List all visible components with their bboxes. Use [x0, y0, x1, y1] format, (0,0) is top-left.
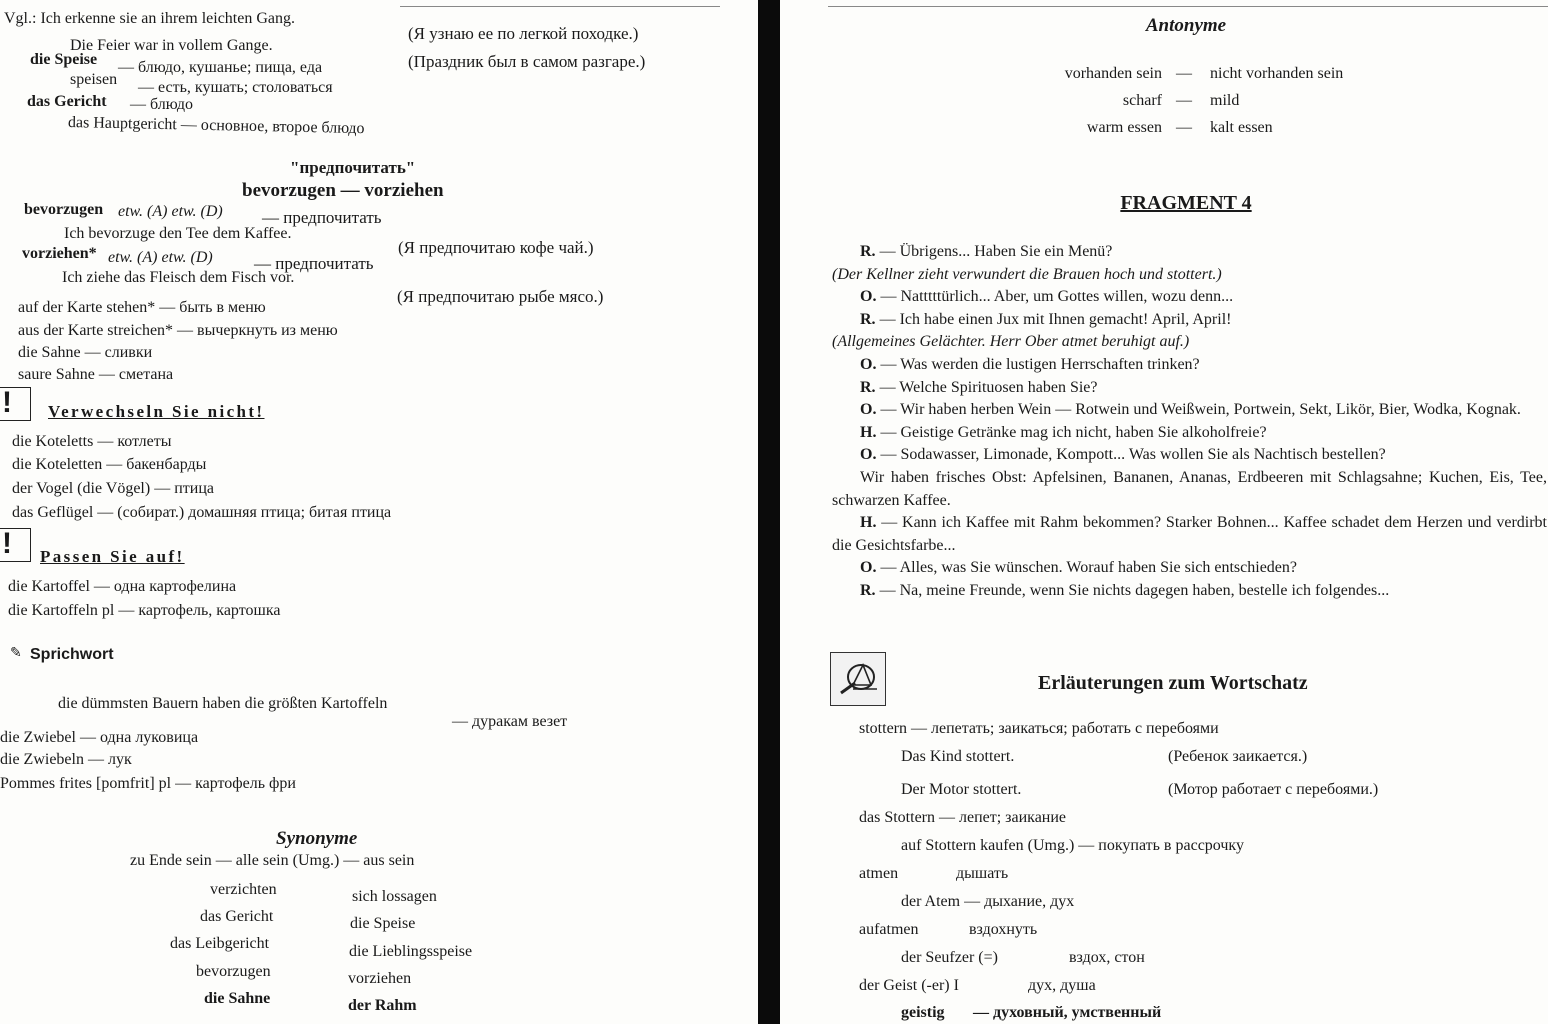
- glossary-title: Erläuterungen zum Wortschatz: [1038, 672, 1308, 694]
- synonym-a: bevorzugen: [196, 963, 271, 980]
- warning-title: Verwechseln Sie nicht!: [48, 402, 265, 421]
- vocab-grammar: etw. (A) etw. (D): [108, 249, 213, 266]
- vocab-definition: — духовный, умственный: [973, 1004, 1162, 1021]
- example-line: Die Feier war in vollem Gange.: [70, 37, 273, 54]
- vocab-term: die Speise: [30, 51, 98, 68]
- antonym-dash: —: [1176, 92, 1192, 109]
- example-translation: (Ребенок заикается.): [1168, 748, 1308, 765]
- vocab-line: die Koteletts — котлеты: [12, 433, 172, 450]
- synonym-a: verzichten: [210, 881, 277, 898]
- example-line: Vgl.: Ich erkenne sie an ihrem leichten Gang.: [4, 10, 295, 27]
- vocab-grammar: etw. (A) etw. (D): [118, 203, 223, 220]
- vocab-line: die Zwiebel — одна луковица: [0, 729, 199, 746]
- example-translation: (Я узнаю ее по легкой походке.): [408, 24, 639, 43]
- dialog-line: O. — Sodawasser, Limonade, Kompott... Was wollen Sie als Nachtisch bestellen?: [860, 446, 1386, 464]
- vocab-line: das Geflügel — (собират.) домашняя птица; битая птица: [12, 504, 392, 521]
- proverb-text: die dümmsten Bauern haben die größten Kartoffeln: [58, 695, 388, 712]
- stage-direction: (Allgemeines Gelächter. Herr Ober atmet beruhigt auf.): [832, 333, 1190, 351]
- vocab-line: auf der Karte stehen* — быть в меню: [18, 299, 266, 316]
- synonym-row: zu Ende sein — alle sein (Umg.) — aus sein: [130, 852, 415, 869]
- dialog-line: H. — Kann ich Kaffee mit Rahm bekommen? Starker Bohnen... Kaffee schadet dem Herzen und verdirbt die Gesichtsfarbe...: [832, 514, 1547, 554]
- vocab-term: geistig: [901, 1004, 945, 1021]
- vocab-term: aufatmen: [859, 921, 919, 938]
- vocab-term: das Gericht: [27, 93, 107, 110]
- dialog-line: H. — Geistige Getränke mag ich nicht, haben Sie alkoholfreie?: [860, 423, 1267, 441]
- synonyms-title: Synonyme: [276, 828, 358, 849]
- example-line: Ich bevorzuge den Tee dem Kaffee.: [64, 225, 292, 242]
- example-translation: (Я предпочитаю рыбе мясо.): [397, 287, 604, 306]
- proverb-icon: ✎: [10, 646, 22, 661]
- vocab-line: die Koteletten — бакенбарды: [12, 456, 207, 473]
- antonyms-title: Antonyme: [1145, 15, 1227, 36]
- book-gutter: [758, 0, 780, 1024]
- vocab-definition: дышать: [956, 865, 1009, 882]
- vocab-line: der Vogel (die Vögel) — птица: [12, 480, 214, 497]
- stage-direction: (Der Kellner zieht verwundert die Brauen hoch und stottert.): [832, 265, 1222, 283]
- vocab-line: das Stottern — лепет; заикание: [859, 809, 1067, 826]
- proverb-heading: Sprichwort: [30, 646, 114, 663]
- dialog-line: O. — Wir haben herben Wein — Rotwein und Weißwein, Portwein, Sekt, Likör, Bier, Wodka, Kognak.: [860, 401, 1521, 419]
- vocab-line: die Kartoffel — одна картофелина: [8, 578, 237, 595]
- vocab-line: die Zwiebeln — лук: [0, 751, 132, 768]
- example-line: Das Kind stottert.: [901, 748, 1015, 765]
- vocab-term: der Seufzer (=): [901, 949, 998, 966]
- vocab-definition: — блюдо, кушанье; пища, еда: [118, 59, 323, 76]
- top-rule: [400, 6, 720, 7]
- synonym-a: die Sahne: [204, 990, 271, 1007]
- example-line: Der Motor stottert.: [901, 781, 1022, 798]
- exclamation-box: [0, 387, 31, 421]
- exclamation-icon: !: [2, 527, 12, 560]
- right-page: [780, 0, 1548, 1024]
- vocab-line: das Hauptgericht — основное, второе блюдо: [67, 114, 365, 138]
- synonym-b: sich lossagen: [352, 888, 437, 905]
- dialog-line: R. — Welche Spirituosen haben Sie?: [860, 378, 1098, 396]
- synonym-b: die Speise: [350, 915, 416, 932]
- example-translation: (Я предпочитаю кофе чай.): [398, 238, 594, 257]
- vocab-definition: — предпочитать: [262, 208, 382, 227]
- dialog-block: [832, 241, 1547, 603]
- example-translation: (Праздник был в самом разгаре.): [408, 52, 646, 71]
- left-page: [0, 0, 758, 1024]
- fragment-title: FRAGMENT 4: [1120, 192, 1252, 214]
- vocab-definition: — есть, кушать; столоваться: [138, 79, 333, 96]
- dialog-line: O. — Was werden die lustigen Herrschaften trinken?: [860, 355, 1200, 373]
- dialog-line: R. — Na, meine Freunde, wenn Sie nichts dagegen haben, bestelle ich folgendes...: [860, 581, 1390, 599]
- section-heading-de: bevorzugen — vorziehen: [242, 180, 444, 201]
- vocab-definition: — предпочитать: [254, 254, 374, 273]
- vocab-line: die Sahne — сливки: [18, 344, 153, 361]
- vocab-line: stottern — лепетать; заикаться; работать с перебоями: [859, 720, 1219, 737]
- antonym-b: mild: [1210, 92, 1240, 109]
- example-line: Ich ziehe das Fleisch dem Fisch vor.: [62, 269, 295, 286]
- section-heading-ru: "предпочитать": [290, 158, 416, 177]
- dialog-line: Wir haben frisches Obst: Apfelsinen, Bananen, Ananas, Erdbeeren mit Schlagsahne; Kuchen, Eis, Tee, schwarzen Kaffee.: [832, 468, 1547, 509]
- synonym-a: das Gericht: [200, 908, 274, 925]
- antonym-a: warm essen: [1086, 119, 1162, 136]
- synonym-b: die Lieblingsspeise: [349, 943, 473, 960]
- exclamation-icon: !: [2, 386, 12, 419]
- vocab-line: Pommes frites [pomfrit] pl — картофель фри: [0, 775, 296, 792]
- example-translation: (Мотор работает с перебоями.): [1168, 781, 1379, 798]
- synonym-b: der Rahm: [348, 997, 417, 1014]
- vocab-term: atmen: [859, 865, 899, 882]
- vocab-line: die Kartoffeln pl — картофель, картошка: [8, 602, 281, 619]
- antonym-a: vorhanden sein: [1064, 65, 1162, 82]
- vocab-definition: вздохнуть: [969, 921, 1038, 938]
- vocab-definition: вздох, стон: [1069, 949, 1145, 966]
- vocab-definition: дух, душа: [1028, 977, 1096, 994]
- antonym-b: nicht vorhanden sein: [1210, 65, 1344, 82]
- top-rule: [828, 6, 1548, 7]
- dialog-line: R. — Übrigens... Haben Sie ein Menü?: [860, 243, 1113, 260]
- vocab-term: der Geist (-er) I: [859, 977, 959, 994]
- proverb-translation: — дуракам везет: [452, 713, 568, 730]
- exclamation-box: [0, 528, 31, 562]
- antonym-a: scharf: [1122, 92, 1162, 109]
- glossary-icon: [830, 652, 886, 706]
- warning-title: Passen Sie auf!: [40, 547, 185, 566]
- vocab-definition: — блюдо: [130, 96, 194, 113]
- dialog-line: R. — Ich habe einen Jux mit Ihnen gemacht! April, April!: [860, 310, 1232, 328]
- vocab-line: saure Sahne — сметана: [18, 366, 174, 383]
- vocab-line: auf Stottern kaufen (Umg.) — покупать в рассрочку: [901, 837, 1244, 854]
- dialog-line: O. — Natttttürlich... Aber, um Gottes willen, wozu denn...: [860, 288, 1234, 306]
- antonym-dash: —: [1176, 119, 1192, 136]
- antonym-b: kalt essen: [1210, 119, 1273, 136]
- synonym-b: vorziehen: [348, 970, 412, 987]
- dialog-line: O. — Alles, was Sie wünschen. Worauf haben Sie sich entschieden?: [860, 559, 1297, 577]
- synonym-a: das Leibgericht: [170, 935, 270, 952]
- vocab-line: der Atem — дыхание, дух: [901, 893, 1075, 910]
- vocab-term: speisen: [70, 71, 118, 88]
- vocab-term: vorziehen*: [22, 245, 97, 262]
- vocab-line: aus der Karte streichen* — вычеркнуть из меню: [18, 322, 338, 339]
- vocab-term: bevorzugen: [24, 201, 104, 218]
- antonym-dash: —: [1176, 65, 1192, 82]
